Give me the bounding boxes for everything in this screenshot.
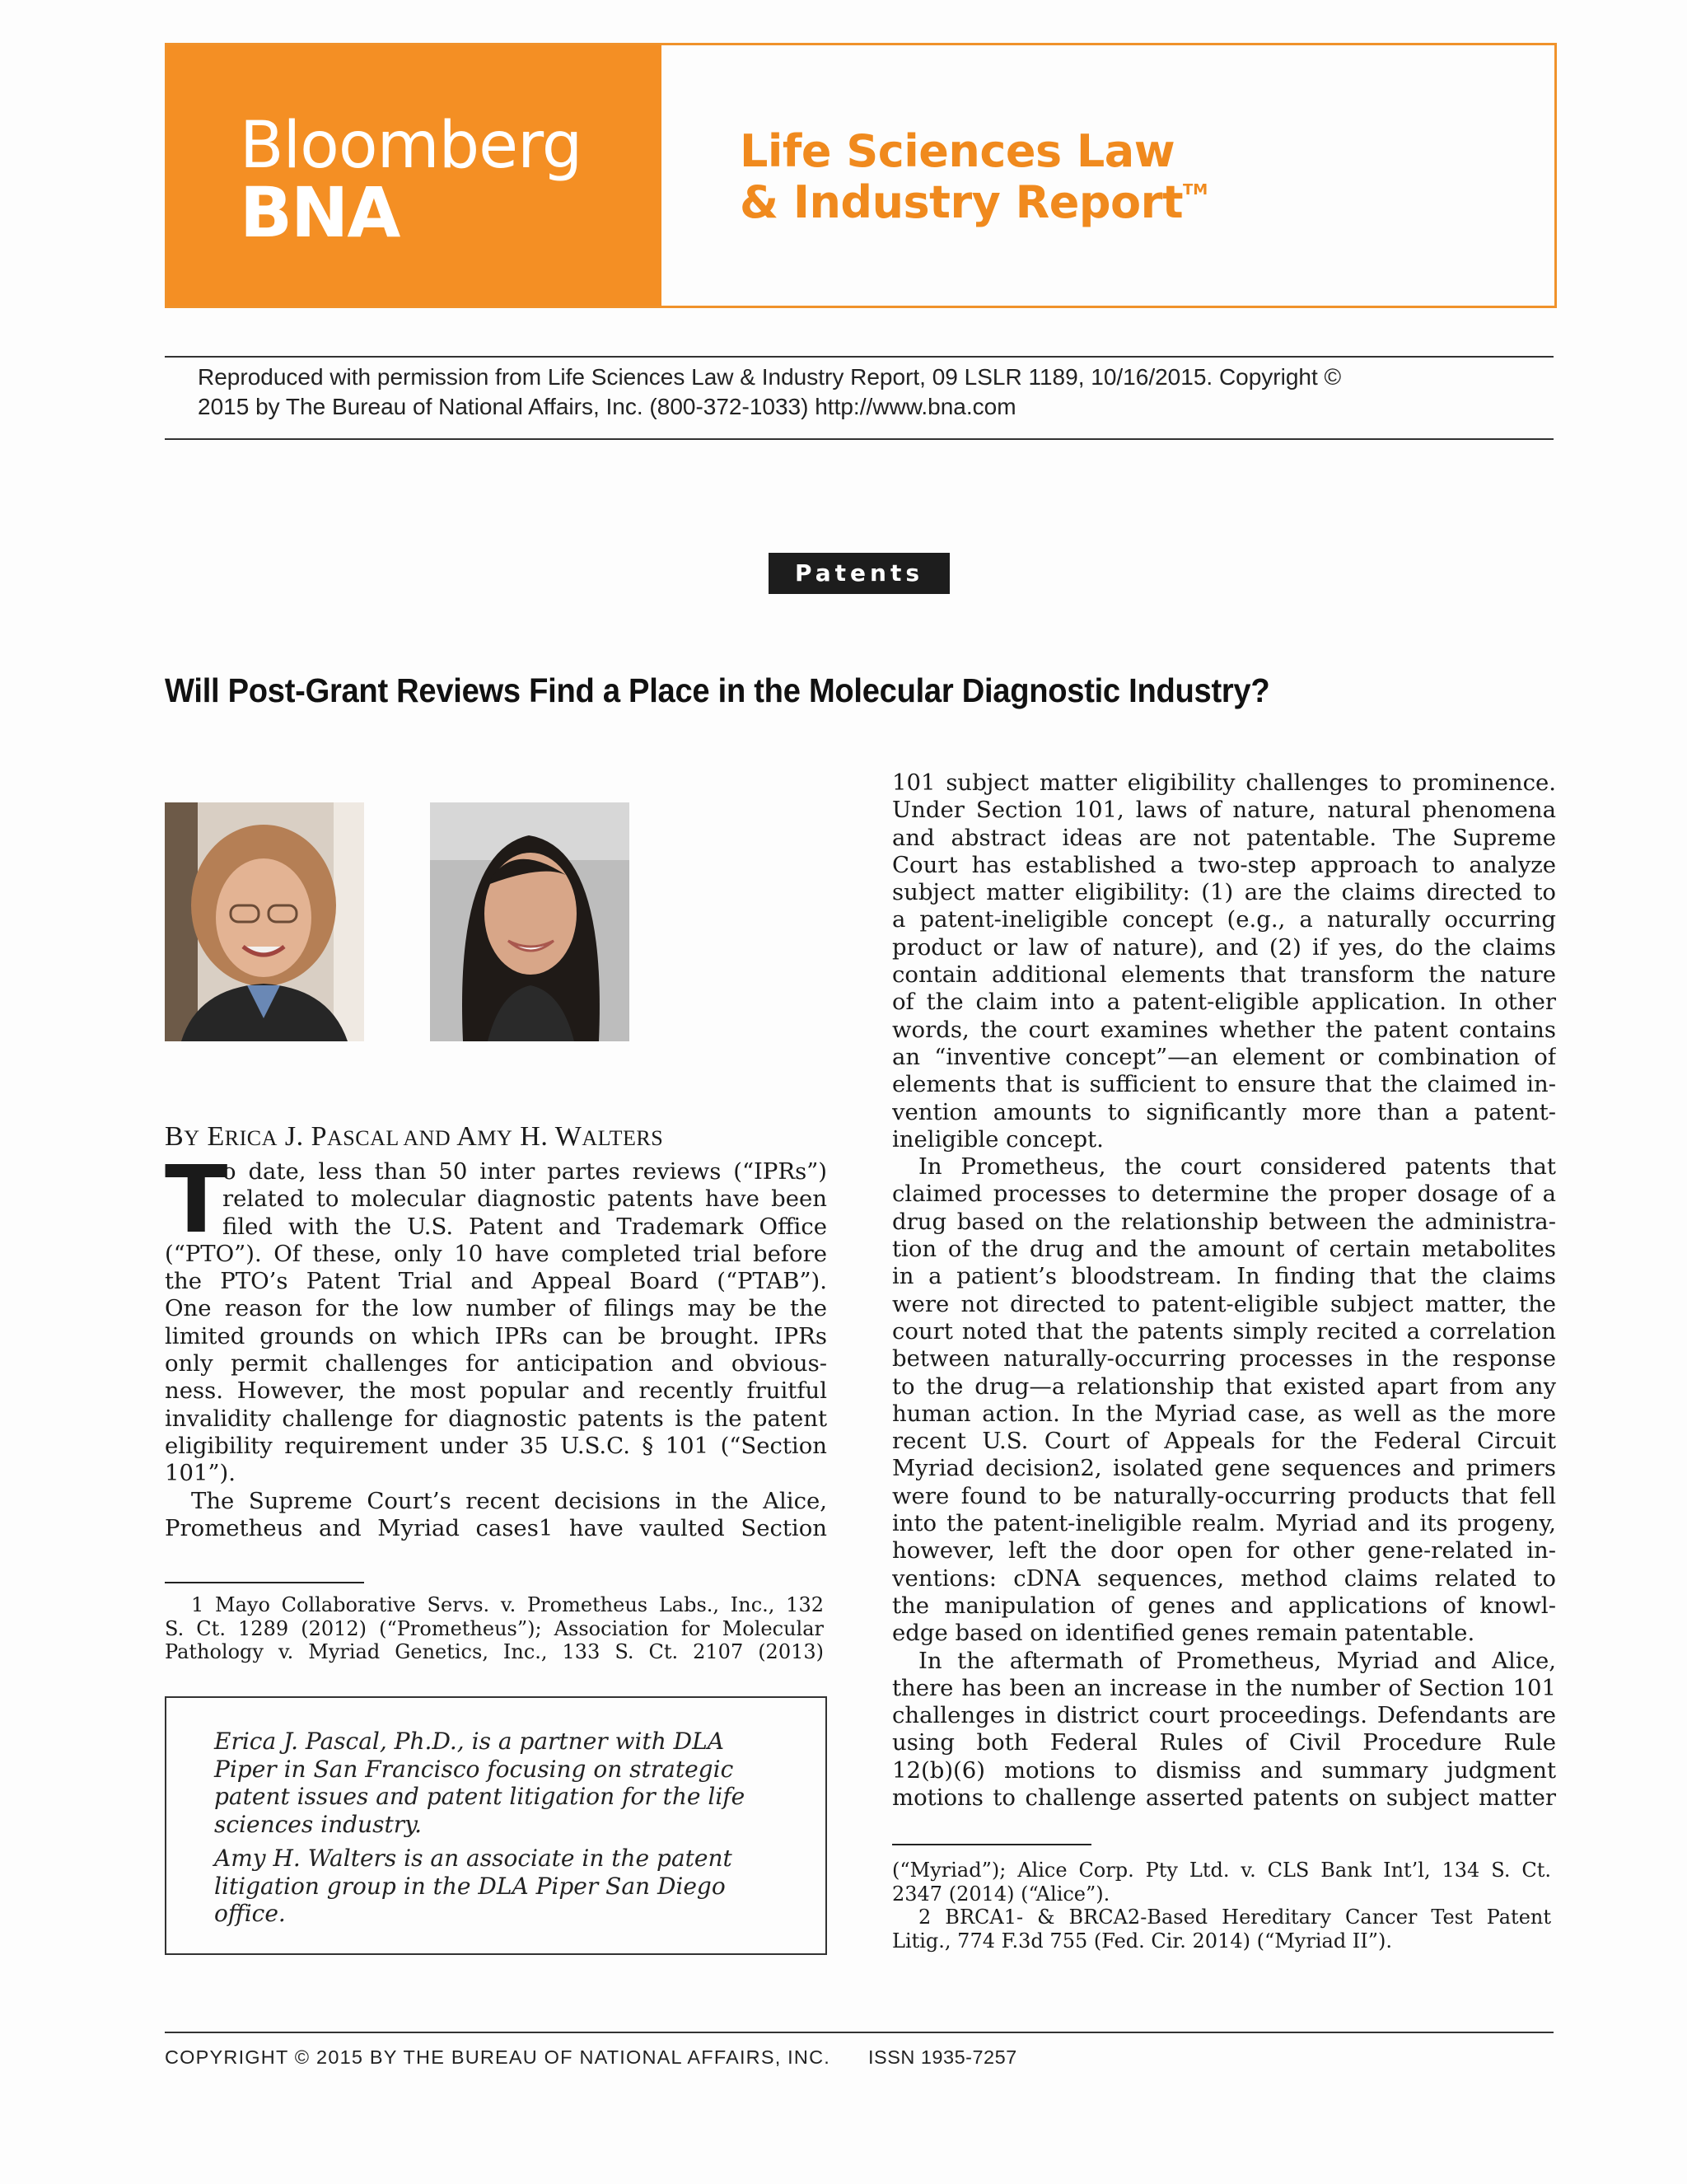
author-bio-walters: Amy H. Walters is an associate in the patent litigation group in the DLA Piper San Diego office. (214, 1845, 732, 1927)
footnote-line: 2 BRCA1- & BRCA2-Based Hereditary Cancer Test Patent (918, 1906, 1551, 1929)
permission-line-1: Reproduced with permission from Life Sciences Law & Industry Report, 09 LSLR 1189, 10/16/2015. Copyright © (198, 364, 1342, 390)
body-line: contain additional elements that transform the nature (892, 961, 1556, 989)
drop-cap: T (165, 1147, 228, 1254)
trademark-mark: TM (1183, 181, 1208, 199)
body-line: between naturally-occurring processes in the response (892, 1345, 1556, 1373)
body-line: into the patent-ineligible realm. Myriad and its progeny, (892, 1510, 1556, 1537)
masthead (165, 43, 1557, 308)
body-line: (“PTO”). Of these, only 10 have completed trial before (165, 1240, 827, 1267)
body-line: human action. In the Myriad case, as well as the more (892, 1400, 1556, 1427)
body-line: court noted that the patents simply recited a correlation (892, 1317, 1556, 1345)
report-title-line1: Life Sciences Law (740, 125, 1175, 177)
body-line: edge based on identified genes remain patentable. (892, 1620, 1475, 1647)
logo-line-bna: BNA (240, 172, 400, 253)
body-line: in a patient’s bloodstream. In finding that the claims (892, 1263, 1556, 1290)
page-footer (165, 2046, 1153, 2069)
body-line: subject matter eligibility: (1) are the claims directed to (892, 879, 1556, 906)
footnote-line: 2347 (2014) (“Alice”). (892, 1882, 1110, 1906)
bloomberg-bna-logo (167, 45, 661, 306)
author-photo-amy-walters (430, 802, 629, 1041)
footnote-line: Litig., 774 F.3d 755 (Fed. Cir. 2014) (“Myriad II”). (892, 1929, 1393, 1953)
footnote-line: Pathology v. Myriad Genetics, Inc., 133 S. Ct. 2107 (2013) (165, 1640, 824, 1663)
footer-rule (165, 2032, 1554, 2033)
body-line: In Prometheus, the court considered patents that (918, 1153, 1556, 1181)
body-line: a patent-ineligible concept (e.g., a naturally occurring (892, 906, 1556, 933)
body-line: In the aftermath of Prometheus, Myriad and Alice, (918, 1647, 1556, 1674)
footnotes-left (165, 1593, 824, 1664)
body-line: 12(b)(6) motions to dismiss and summary judgment (892, 1756, 1556, 1784)
permission-bottom-rule (165, 438, 1554, 440)
body-line: using both Federal Rules of Civil Procedure Rule (892, 1729, 1556, 1756)
author-photo-erica-pascal (165, 802, 364, 1041)
body-line: Court has established a two-step approach to analyze (892, 851, 1556, 878)
body-line: product or law of nature), and (2) if yes, do the claims (892, 933, 1556, 961)
body-line: limited grounds on which IPRs can be brought. IPRs (165, 1322, 827, 1349)
body-line: were not directed to patent-eligible subject matter, the (892, 1290, 1556, 1317)
body-line: related to molecular diagnostic patents have been (222, 1186, 827, 1213)
footnote-rule-left (165, 1582, 364, 1583)
body-line: One reason for the low number of filings may be the (165, 1295, 827, 1322)
body-line: the manipulation of genes and applications of knowl- (892, 1592, 1556, 1619)
body-right-column (892, 769, 1556, 1812)
body-line: invalidity challenge for diagnostic patents is the patent (165, 1405, 827, 1432)
body-line: an “inventive concept”—an element or combination of (892, 1043, 1556, 1070)
body-line: words, the court examines whether the patent contains (892, 1016, 1556, 1043)
body-line: challenges in district court proceedings. Defendants are (892, 1702, 1556, 1729)
body-line: The Supreme Court’s recent decisions in the Alice, (191, 1487, 827, 1514)
logo-line-bloomberg: Bloomberg (240, 109, 582, 183)
body-line: vention amounts to significantly more than a patent- (892, 1098, 1556, 1125)
body-line: 101 subject matter eligibility challenges to prominence. (892, 769, 1556, 796)
footnote-line: S. Ct. 1289 (2012) (“Prometheus”); Association for Molecular (165, 1616, 824, 1640)
body-line: only permit challenges for anticipation and obvious- (165, 1350, 827, 1377)
body-line: eligibility requirement under 35 U.S.C. § 101 (“Section (165, 1432, 827, 1459)
author-bio-pascal: Erica J. Pascal, Ph.D., is a partner with DLA Piper in San Francisco focusing on strategic patent issues and patent litigation for the life sciences industry. (214, 1728, 745, 1838)
section-tag: Patents (769, 553, 950, 594)
body-line: filed with the U.S. Patent and Trademark Office (222, 1213, 827, 1240)
footnotes-right (892, 1859, 1551, 1953)
body-line: Under Section 101, laws of nature, natural phenomena (892, 797, 1556, 824)
report-title-line2: & Industry Report™ (740, 176, 1208, 228)
article-title: Will Post-Grant Reviews Find a Place in the Molecular Diagnostic Industry? (165, 671, 1270, 709)
body-line: of the claim into a patent-eligible application. In other (892, 989, 1556, 1016)
body-line: ventions: cDNA sequences, method claims related to (892, 1564, 1556, 1592)
body-line: the PTO’s Patent Trial and Appeal Board (“PTAB”). (165, 1268, 827, 1295)
permission-top-rule (165, 356, 1554, 358)
body-line: elements that is sufficient to ensure that the claimed in- (892, 1071, 1556, 1098)
body-line: to the drug—a relationship that existed apart from any (892, 1373, 1556, 1400)
body-left-column (165, 1147, 827, 1542)
body-line: drug based on the relationship between the administra- (892, 1208, 1556, 1235)
body-line: recent U.S. Court of Appeals for the Federal Circuit (892, 1428, 1556, 1455)
footnote-line: 1 Mayo Collaborative Servs. v. Prometheus Labs., Inc., 132 (191, 1593, 824, 1616)
body-line: Myriad decision2, isolated gene sequences and primers (892, 1455, 1556, 1482)
body-line: motions to challenge asserted patents on subject matter (892, 1784, 1556, 1811)
body-line: 101”). (165, 1460, 236, 1487)
permission-notice (198, 362, 1516, 422)
body-line: Prometheus and Myriad cases1 have vaulted Section (165, 1514, 827, 1541)
author-bio-box (165, 1696, 827, 1955)
body-line: claimed processes to determine the proper dosage of a (892, 1181, 1556, 1208)
body-line: o date, less than 50 inter partes reviews (“IPRs”) (222, 1158, 827, 1185)
body-line: ineligible concept. (892, 1125, 1104, 1153)
permission-line-2: 2015 by The Bureau of National Affairs, Inc. (800-372-1033) http://www.bna.com (198, 394, 1016, 419)
body-line: however, left the door open for other gene-related in- (892, 1537, 1556, 1564)
footer-issn: ISSN 1935-7257 (867, 2046, 1017, 2068)
byline: BY ERICA J. PASCAL AND AMY H. WALTERS (165, 1121, 664, 1152)
body-line: were found to be naturally-occurring products that fell (892, 1482, 1556, 1509)
body-line: there has been an increase in the number of Section 101 (892, 1674, 1556, 1701)
footnote-line: (“Myriad”); Alice Corp. Pty Ltd. v. CLS Bank Int’l, 134 S. Ct. (892, 1859, 1551, 1882)
footnote-rule-right (892, 1844, 1091, 1845)
body-line: ness. However, the most popular and recently fruitful (165, 1377, 827, 1405)
body-line: and abstract ideas are not patentable. The Supreme (892, 824, 1556, 851)
body-line: tion of the drug and the amount of certain metabolites (892, 1236, 1556, 1263)
footer-copyright: COPYRIGHT © 2015 BY THE BUREAU OF NATIONAL AFFAIRS, INC. (165, 2046, 830, 2068)
